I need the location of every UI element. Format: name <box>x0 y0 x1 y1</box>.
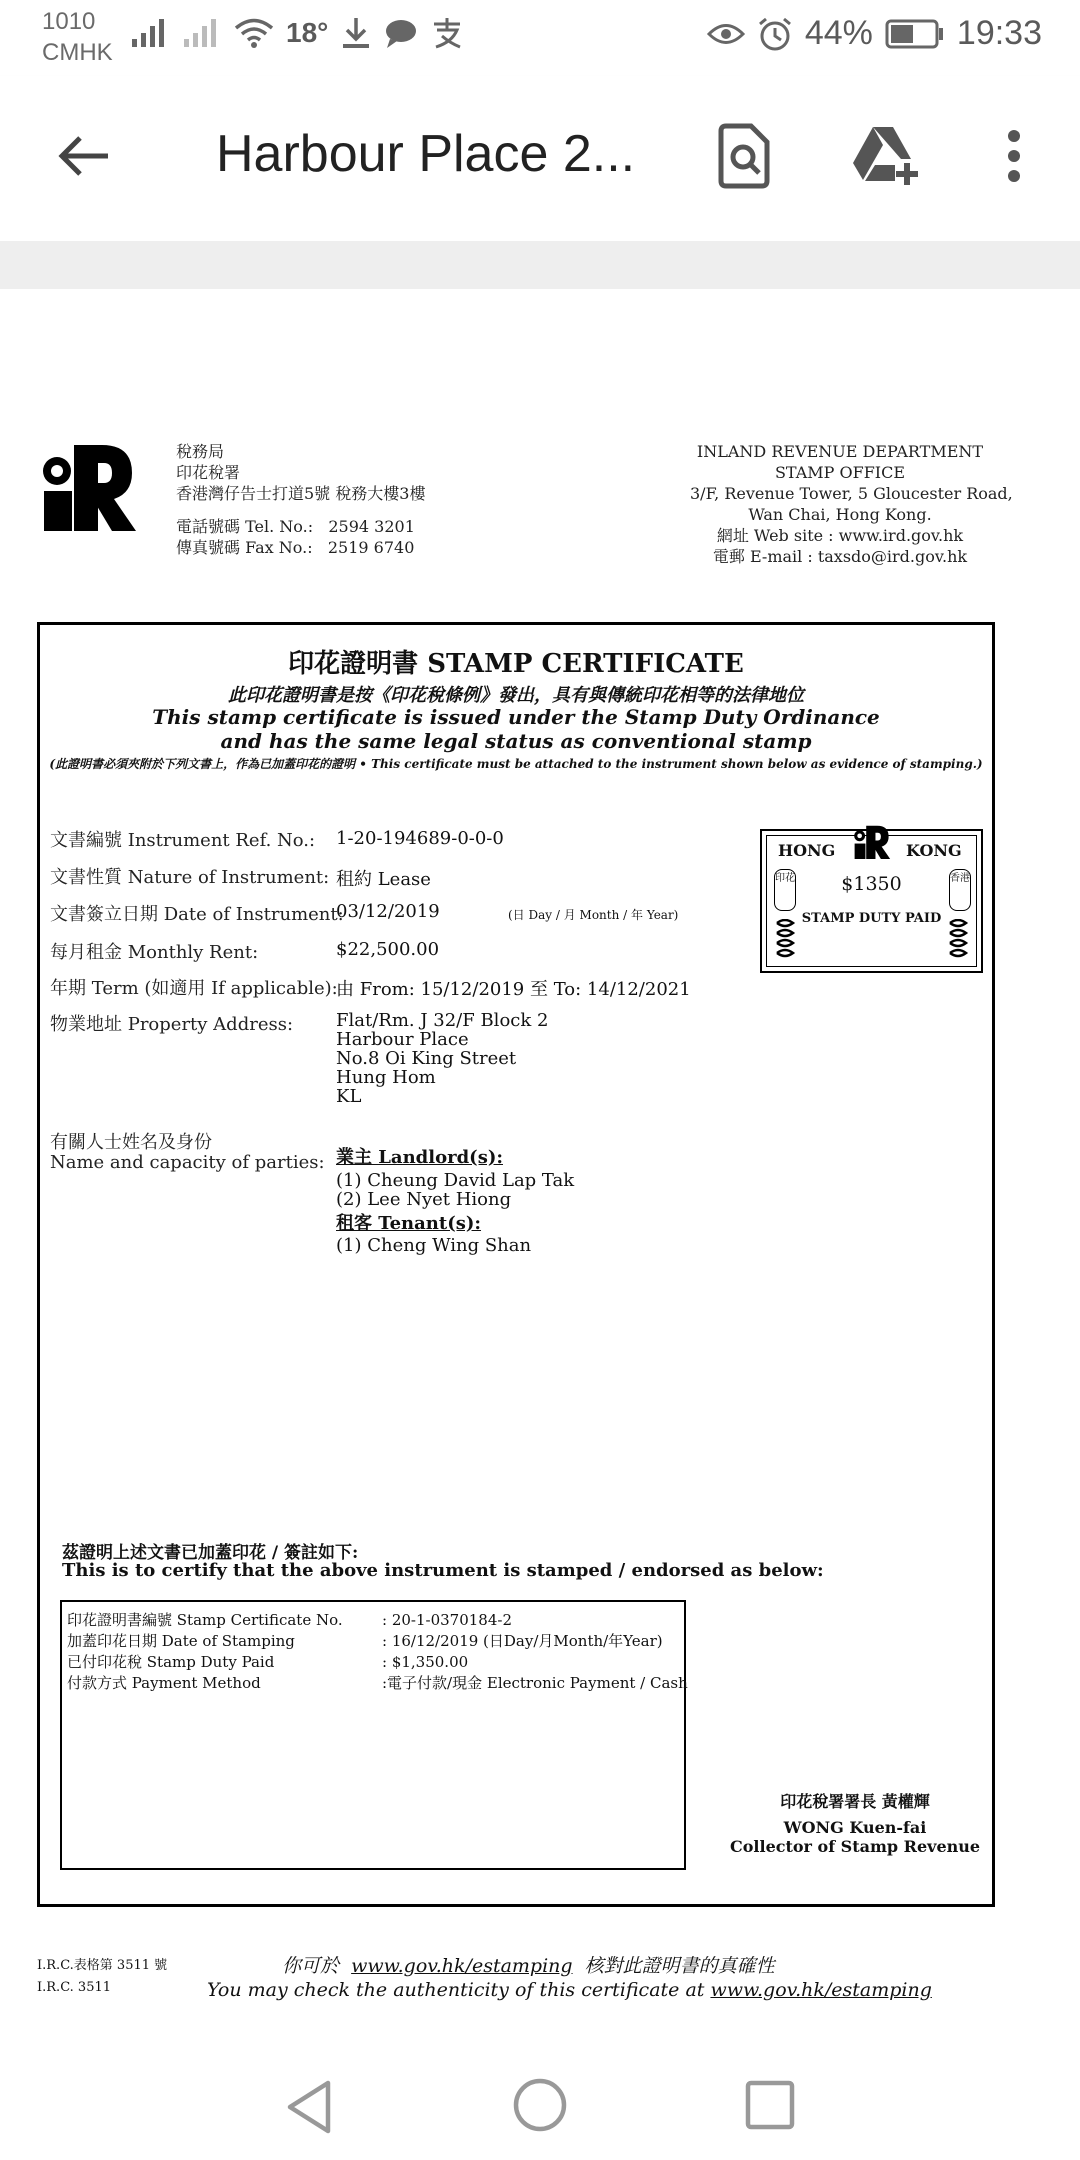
subtitle-en-2: and has the same legal status as conventional stamp <box>220 729 812 753</box>
add-to-drive-button[interactable] <box>846 116 926 196</box>
clock: 19:33 <box>956 14 1042 52</box>
stamp-date-label: 加蓋印花日期 Date of Stamping <box>67 1632 295 1650</box>
parties-label: 有關人士姓名及身份 Name and capacity of parties: <box>50 1132 325 1173</box>
signal-icon <box>182 17 222 49</box>
alarm-icon <box>757 16 793 52</box>
date-value: 03/12/2019 <box>336 901 440 922</box>
stamp-ornament-icon <box>774 919 796 963</box>
header-office-zh: 印花稅署 <box>176 463 241 482</box>
stamp-hong: HONG <box>778 841 836 860</box>
subtitle-en-1: This stamp certificate is issued under the Stamp Duty Ordinance <box>152 705 880 729</box>
landlord-list: (1) Cheung David Lap Tak (2) Lee Nyet Hiong <box>336 1170 575 1210</box>
alipay-icon <box>430 16 464 50</box>
stamping-details-box <box>60 1600 686 1870</box>
stamp-seal-left: 印花 <box>774 869 796 911</box>
header-dept-en: INLAND REVENUE DEPARTMENT <box>696 442 984 461</box>
ird-logo <box>40 443 138 531</box>
fax-line: 傳真號碼 Fax No.: 2519 6740 <box>176 538 415 557</box>
nav-back-button[interactable] <box>284 2079 336 2135</box>
rent-value: $22,500.00 <box>336 939 440 960</box>
temperature: 18° <box>286 17 329 48</box>
more-vert-icon <box>1004 128 1024 184</box>
tel-line: 電話號碼 Tel. No.: 2594 3201 <box>176 517 415 536</box>
attachment-note: (此證明書必須夾附於下列文書上，作為已加蓋印花的證明 • This certificate must be attached to the instrument shown below as evidence of stamping.) <box>49 757 983 771</box>
verify-en: You may check the authenticity of this certificate at www.gov.hk/estamping <box>207 1979 932 2001</box>
download-icon <box>340 16 372 50</box>
ref-value: 1-20-194689-0-0-0 <box>336 828 504 849</box>
document-title: Harbour Place 2... <box>216 125 636 183</box>
nature-value: 租約 Lease <box>336 869 431 890</box>
address-label: 物業地址 Property Address: <box>50 1014 294 1035</box>
nav-recents-icon <box>748 2083 792 2127</box>
nav-recents-button[interactable] <box>744 2079 796 2131</box>
pdf-page <box>0 289 1080 2069</box>
wifi-icon <box>234 17 274 49</box>
certify-zh: 茲證明上述文書已加蓋印花 / 簽註如下: <box>62 1543 359 1563</box>
add-to-drive-icon <box>851 125 921 187</box>
tenant-heading: 租客 Tenant(s): <box>336 1213 482 1234</box>
date-label: 文書簽立日期 Date of Instrument: <box>50 904 344 925</box>
network-speed: 1010 <box>42 8 96 35</box>
stamp-date-value: : 16/12/2019 (日Day/月Month/年Year) <box>382 1632 663 1650</box>
stamp-amount: $1350 <box>841 873 902 895</box>
carrier-info <box>42 6 113 68</box>
stamp-seal-right: 香港 <box>949 869 971 911</box>
duty-value: : $1,350.00 <box>382 1653 469 1671</box>
method-value: :電子付款/現金 Electronic Payment / Cash <box>382 1674 688 1692</box>
header-dept-zh: 稅務局 <box>176 442 225 461</box>
tenant-list: (1) Cheng Wing Shan <box>336 1235 532 1256</box>
date-format-hint: (日 Day / 月 Month / 年 Year) <box>508 908 679 922</box>
rent-label: 每月租金 Monthly Rent: <box>50 942 259 963</box>
term-value: 由 From: 15/12/2019 至 To: 14/12/2021 <box>336 979 691 1000</box>
header-office-en: STAMP OFFICE <box>774 463 906 482</box>
header-address-en-2: Wan Chai, Hong Kong. <box>748 505 932 524</box>
verify-link-en[interactable]: www.gov.hk/estamping <box>710 1979 932 2001</box>
stamp-ird-logo <box>852 825 892 859</box>
nav-home-button[interactable] <box>512 2077 568 2133</box>
email-line: 電郵 E-mail : taxsdo@ird.gov.hk <box>712 547 968 566</box>
subtitle-zh: 此印花證明書是按《印花稅條例》發出，具有與傳統印花相等的法律地位 <box>228 685 804 706</box>
website-line: 網址 Web site : www.ird.gov.hk <box>716 526 964 545</box>
search-document-icon <box>717 123 771 189</box>
header-address-zh: 香港灣仔告士打道5號 稅務大樓3樓 <box>176 484 426 503</box>
address-block: Flat/Rm. J 32/F Block 2 Harbour Place No.8 Oi King Street Hung Hom KL <box>336 1010 549 1107</box>
term-label: 年期 Term (如適用 If applicable): <box>50 978 338 999</box>
method-label: 付款方式 Payment Method <box>67 1674 261 1692</box>
eye-icon <box>707 19 745 49</box>
header-address-en-1: 3/F, Revenue Tower, 5 Gloucester Road, <box>690 484 1013 503</box>
form-number: I.R.C.表格第 3511 號 I.R.C. 3511 <box>37 1958 168 1995</box>
navigation-bar <box>0 2069 1080 2160</box>
chat-icon <box>384 17 418 49</box>
verify-zh: 你可於 www.gov.hk/estamping 核對此證明書的真確性 <box>282 1955 775 1977</box>
nav-back-icon <box>290 2083 328 2131</box>
certificate-title: 印花證明書 STAMP CERTIFICATE <box>288 649 744 679</box>
more-options-button[interactable] <box>974 116 1054 196</box>
nav-home-icon <box>516 2081 564 2129</box>
cert-no-label: 印花證明書編號 Stamp Certificate No. <box>67 1611 343 1629</box>
cert-no-value: : 20-1-0370184-2 <box>382 1611 513 1629</box>
landlord-heading: 業主 Landlord(s): <box>336 1147 503 1168</box>
app-bar <box>0 76 1080 241</box>
nature-label: 文書性質 Nature of Instrument: <box>50 867 330 888</box>
stamp-kong: KONG <box>906 841 962 860</box>
stamp-ornament-icon <box>947 919 969 963</box>
back-button[interactable] <box>44 116 124 196</box>
find-in-document-button[interactable] <box>704 116 784 196</box>
certify-en: This is to certify that the above instrument is stamped / endorsed as below: <box>62 1560 824 1581</box>
status-bar <box>0 0 1080 76</box>
battery-icon <box>885 18 945 50</box>
signal-icon <box>130 17 170 49</box>
carrier-name: CMHK <box>42 39 113 66</box>
back-arrow-icon <box>56 132 112 180</box>
signature-name: WONG Kuen-fai <box>783 1818 927 1837</box>
ref-label: 文書編號 Instrument Ref. No.: <box>50 830 316 851</box>
battery-percent: 44% <box>804 14 873 52</box>
signature-zh: 印花稅署署長 黃權輝 <box>780 1792 930 1811</box>
signature-title: Collector of Stamp Revenue <box>730 1837 981 1856</box>
page-separator <box>0 241 1080 289</box>
verify-link-zh[interactable]: www.gov.hk/estamping <box>351 1955 573 1977</box>
stamp-duty-seal <box>760 829 983 973</box>
duty-label: 已付印花稅 Stamp Duty Paid <box>67 1653 275 1671</box>
stamp-duty-paid: STAMP DUTY PAID <box>801 911 942 926</box>
